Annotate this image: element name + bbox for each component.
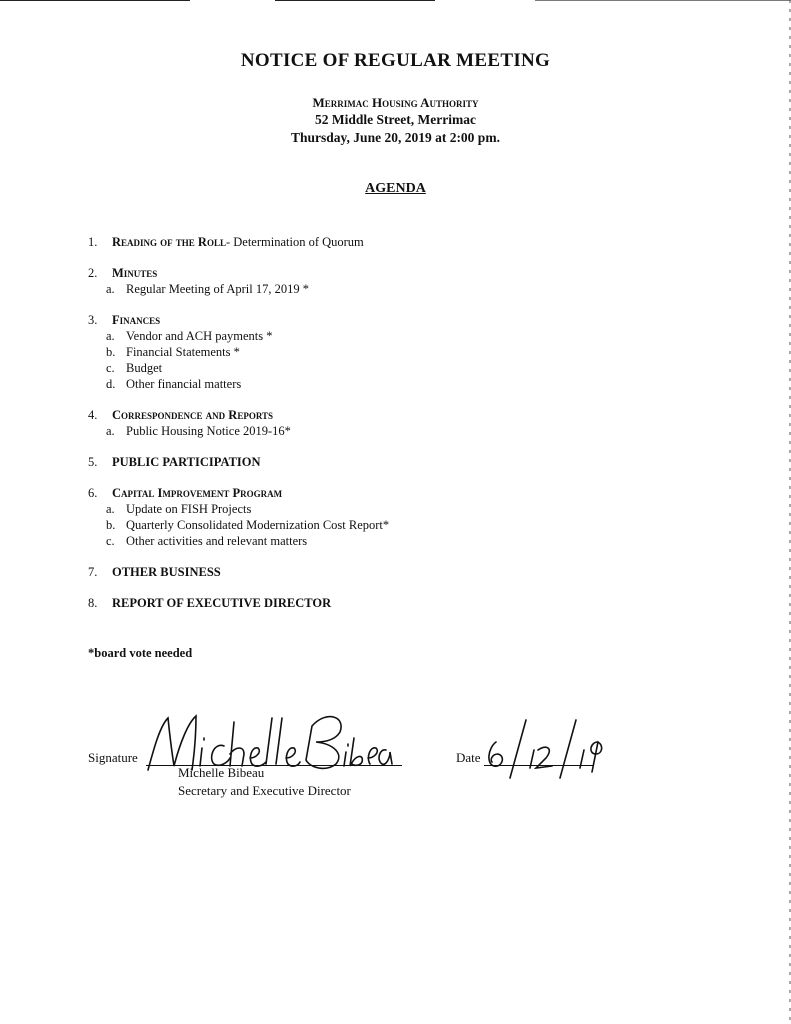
item-number: 7. <box>88 565 98 579</box>
agenda-item <box>88 485 688 549</box>
item-number: 1. <box>88 235 98 249</box>
signer-name: Michelle Bibeau <box>178 765 265 780</box>
sub-item <box>88 360 688 376</box>
sub-item <box>88 344 688 360</box>
sub-item-text: Budget <box>126 361 163 375</box>
sub-item-letter: c. <box>106 534 115 548</box>
meeting-datetime: Thursday, June 20, 2019 at 2:00 pm. <box>291 130 500 145</box>
item-number: 4. <box>88 408 98 422</box>
agenda-item <box>88 454 688 470</box>
sub-item-text: Regular Meeting of April 17, 2019 * <box>126 282 309 296</box>
sub-item <box>88 501 688 517</box>
handwritten-date <box>480 712 610 782</box>
item-heading: Finances <box>112 313 161 327</box>
sub-item-letter: a. <box>106 282 115 296</box>
agenda-item <box>88 312 688 392</box>
organization-name: Merrimac Housing Authority <box>312 95 479 110</box>
item-heading: Correspondence and Reports <box>112 408 274 422</box>
agenda-item <box>88 564 688 580</box>
sub-item-text: Quarterly Consolidated Modernization Cost Report* <box>126 518 390 532</box>
item-heading: Minutes <box>112 266 158 280</box>
sub-item <box>88 423 688 439</box>
sub-item-letter: b. <box>106 345 116 359</box>
item-description: - Determination of Quorum <box>225 235 364 249</box>
sub-item <box>88 376 688 392</box>
sub-item-text: Vendor and ACH payments * <box>126 329 273 343</box>
scan-artifact-line <box>275 0 435 1</box>
signature-label: Signature <box>88 750 138 765</box>
sub-item-text: Financial Statements * <box>126 345 240 359</box>
agenda-item <box>88 407 688 439</box>
scan-artifact-line <box>535 0 791 1</box>
sub-item-letter: a. <box>106 329 115 343</box>
item-number: 3. <box>88 313 98 327</box>
sub-item-letter: d. <box>106 377 116 391</box>
item-heading: OTHER BUSINESS <box>112 565 221 579</box>
signer-role: Secretary and Executive Director <box>178 783 351 798</box>
page-title: NOTICE OF REGULAR MEETING <box>240 50 551 71</box>
sub-item <box>88 517 688 533</box>
sub-item-text: Update on FISH Projects <box>126 502 252 516</box>
sub-item <box>88 533 688 549</box>
item-number: 5. <box>88 455 98 469</box>
agenda-item <box>88 595 688 611</box>
item-heading: REPORT OF EXECUTIVE DIRECTOR <box>112 596 332 610</box>
item-number: 8. <box>88 596 98 610</box>
item-heading: Reading of the Roll <box>112 235 226 249</box>
sub-item <box>88 328 688 344</box>
date-label: Date <box>456 750 481 765</box>
scan-artifact-line <box>0 0 190 1</box>
item-heading: PUBLIC PARTICIPATION <box>112 455 261 469</box>
agenda-heading: AGENDA <box>365 181 426 196</box>
sub-item <box>88 281 688 297</box>
sub-item-text: Other activities and relevant matters <box>126 534 308 548</box>
agenda-item <box>88 234 688 250</box>
footnote: *board vote needed <box>88 646 193 660</box>
sub-item-letter: a. <box>106 502 115 516</box>
item-number: 6. <box>88 486 98 500</box>
sub-item-letter: a. <box>106 424 115 438</box>
sub-item-text: Public Housing Notice 2019-16* <box>126 424 291 438</box>
agenda-list <box>88 234 688 626</box>
meeting-address: 52 Middle Street, Merrimac <box>315 112 476 127</box>
item-number: 2. <box>88 266 98 280</box>
sub-item-letter: c. <box>106 361 115 375</box>
sub-item-text: Other financial matters <box>126 377 242 391</box>
item-heading: Capital Improvement Program <box>112 486 283 500</box>
sub-item-letter: b. <box>106 518 116 532</box>
agenda-item <box>88 265 688 297</box>
